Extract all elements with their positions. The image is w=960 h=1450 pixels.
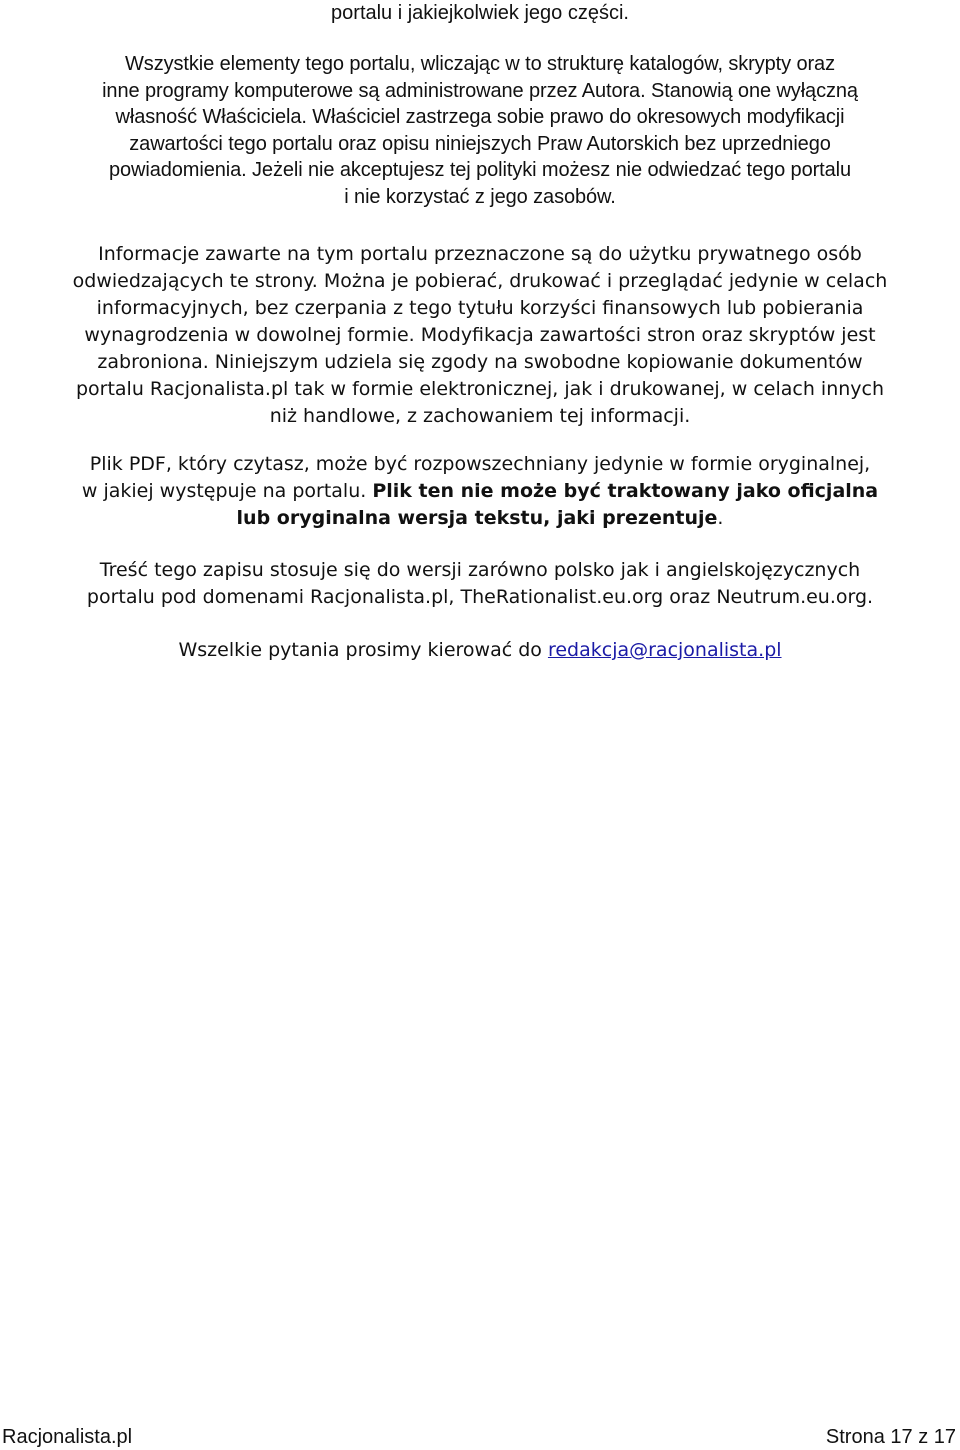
paragraph-4-line-2	[0, 478, 960, 505]
paragraph-2-line-6: i nie korzystać z jego zasobów.	[344, 185, 616, 208]
paragraph-3-line-7: niż handlowe, z zachowaniem tej informacji.	[269, 405, 691, 427]
paragraph-ownership	[0, 51, 960, 210]
paragraph-3-line-3: informacyjnych, bez czerpania z tego tytułu korzyści finansowych lub pobierania	[96, 297, 864, 319]
paragraph-domain-scope	[0, 557, 960, 611]
paragraph-5-line-1: Treść tego zapisu stosuje się do wersji zarówno polsko jak i angielskojęzycznych	[99, 559, 861, 581]
paragraph-2-line-2: inne programy komputerowe są administrowane przez Autora. Stanowią one wyłączną	[102, 79, 858, 102]
footer-page-indicator: Strona 17 z 17	[825, 1426, 956, 1448]
paragraph-3-line-4: wynagrodzenia w dowolnej formie. Modyfikacja zawartości stron oraz skryptów jest	[84, 324, 876, 346]
paragraph-2-line-1: Wszystkie elementy tego portalu, wliczając w to strukturę katalogów, skrypty oraz	[125, 53, 835, 75]
paragraph-pdf-notice	[0, 451, 960, 532]
paragraph-4-line-3-end: .	[717, 507, 724, 529]
paragraph-2-line-3: własność Właściciela. Właściciel zastrzega sobie prawo do okresowych modyfikacji	[115, 106, 845, 128]
paragraph-5-line-2: portalu pod domenami Racjonalista.pl, TheRationalist.eu.org oraz Neutrum.eu.org.	[86, 586, 874, 608]
paragraph-4-line-3	[0, 505, 960, 532]
paragraph-3-line-5: zabroniona. Niniejszym udziela się zgody na swobodne kopiowanie dokumentów	[97, 351, 863, 373]
paragraph-6-line-1	[0, 637, 960, 664]
paragraph-3-line-1: Informacje zawarte na tym portalu przeznaczone są do użytku prywatnego osób	[98, 243, 862, 265]
footer-site-name: Racjonalista.pl	[2, 1426, 133, 1448]
paragraph-2-line-4: zawartości tego portalu oraz opisu niniejszych Praw Autorskich bez uprzedniego	[129, 132, 831, 155]
paragraph-3-line-6: portalu Racjonalista.pl tak w formie elektronicznej, jak i drukowanej, w celach innych	[75, 378, 885, 400]
paragraph-ending	[0, 0, 960, 27]
paragraph-3-line-2: odwiedzających te strony. Można je pobierać, drukować i przeglądać jedynie w celach	[72, 270, 888, 292]
paragraph-2-line-5: powiadomienia. Jeżeli nie akceptujesz tej polityki możesz nie odwiedzać tego portalu	[108, 159, 851, 181]
paragraph-1-line-1: portalu i jakiejkolwiek jego części.	[331, 2, 629, 24]
contact-text: Wszelkie pytania prosimy kierować do	[178, 639, 542, 661]
paragraph-4-line-2-bold: Plik ten nie może być traktowany jako oficjalna	[372, 480, 879, 502]
paragraph-4-line-2-regular: w jakiej występuje na portalu.	[81, 480, 367, 502]
paragraph-4-line-1: Plik PDF, który czytasz, może być rozpowszechniany jedynie w formie oryginalnej,	[89, 453, 871, 475]
contact-email-link[interactable]: redakcja@racjonalista.pl	[547, 639, 782, 661]
paragraph-4-line-3-bold: lub oryginalna wersja tekstu, jaki prezentuje	[236, 507, 718, 529]
paragraph-usage-rights	[0, 241, 960, 430]
paragraph-contact	[0, 637, 960, 664]
